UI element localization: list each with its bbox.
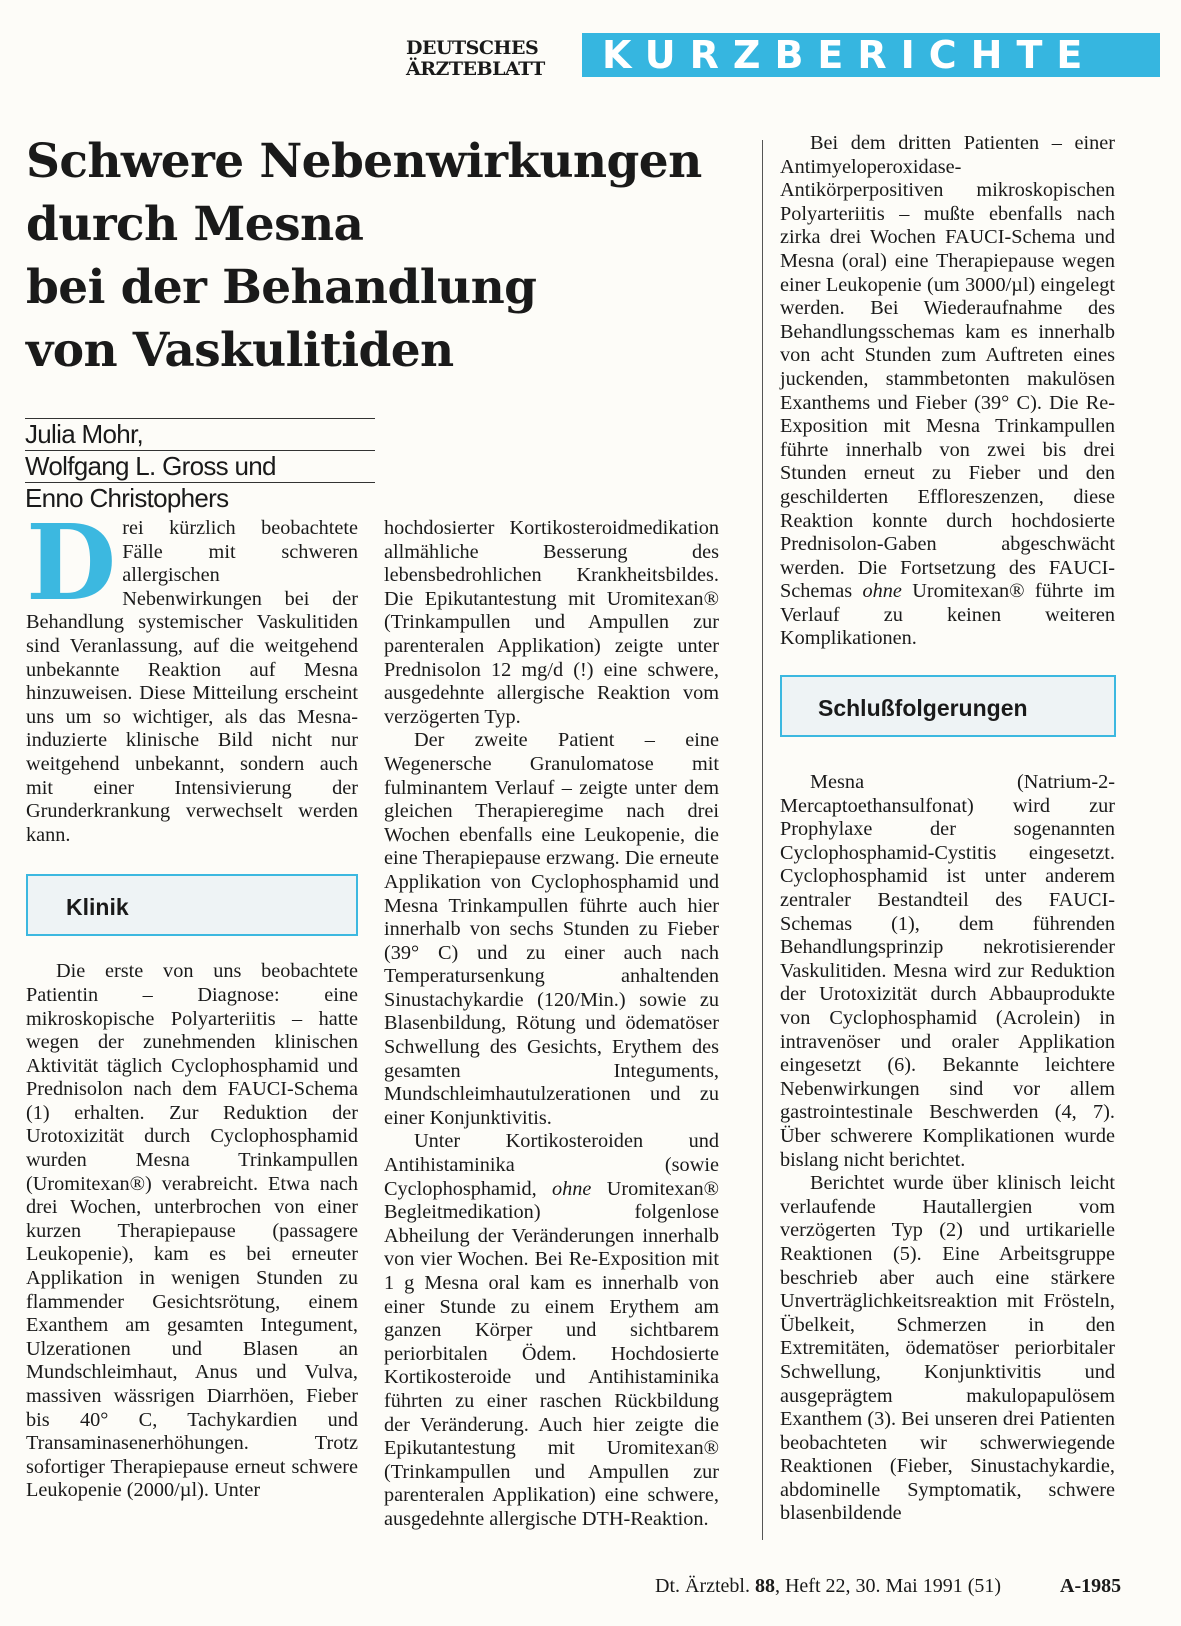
column-3 xyxy=(780,132,1115,1525)
section-banner: KURZBERICHTE xyxy=(582,33,1160,77)
title-line: bei der Behandlung xyxy=(26,260,537,315)
klinik-paragraph-1-continued: hochdosierter Kortikosteroidmedikation allmähliche Besserung des lebensbedrohlichen Krankheitsbildes. Die Epikutantestung mit Uromitexan® (Trinkampullen und Ampullen zur parenteralen Applikation) zeigte unter Prednisolon 12 mg/d (!) eine schwere, ausgedehnte allergische Reaktion vom verzögerten Typ. xyxy=(384,517,719,728)
klinik-paragraph-4-emphasis: ohne xyxy=(862,580,902,603)
column-divider xyxy=(762,140,763,1540)
klinik-paragraph-3 xyxy=(384,1130,719,1531)
title-line: Schwere Nebenwirkungen xyxy=(26,134,702,189)
klinik-paragraph-2-text: Der zweite Patient – eine Wegenersche Granulomatose mit fulminantem Verlauf – zeigte unter dem gleichen Therapieregime nach drei Wochen ebenfalls eine Leukopenie, die eine Therapiepause erzwang. Die erneute Applikation von Cyclophosphamid und Mesna Trinkampullen führte auch hier innerhalb von sechs Stunden zu Fieber (39° C) und zu einer auch nach Temperatursenkung anhaltenden Sinustachykardie (120/Min.) sowie zu Blasenbildung, Rötung und ödematöser Schwellung des Gesichts, Erythem des gesamten Integuments, Mundschleimhautulzerationen und zu einer Konjunktivitis. xyxy=(384,729,719,1129)
klinik-paragraph-1-text: Die erste von uns beobachtete Patientin – Diagnose: eine mikroskopische Polyarteriitis – hatte wegen der zunehmenden klinischen Aktivität täglich Cyclophosphamid und Prednisolon nach dem FAUCI-Schema (1) erhalten. Zur Reduktion der Urotoxizität durch Cyclophosphamid wurden Mesna Trinkampullen (Uromitexan®) verabreicht. Etwa nach drei Wochen, unterbrochen von einer kurzen Therapiepause (passagere Leukopenie), kam es bei erneuter Applikation in wenigen Stunden zu flammender Gesichtsrötung, einem Exanthem am gesamten Integument, Ulzerationen und Blasen an Mundschleimhaut, Anus und Vulva, massiven wässrigen Diarrhöen, Fieber bis 40° C, Tachykardien und Transaminasenerhöhungen. Trotz sofortiger Therapiepause erneut schwere Leukopenie (2000/µl). Unter xyxy=(26,960,358,1502)
author: Wolfgang L. Gross und xyxy=(25,450,375,482)
title-line: durch Mesna xyxy=(26,197,364,252)
column-1 xyxy=(26,501,358,1513)
masthead-line-2: ÄRZTEBLATT xyxy=(406,58,545,80)
intro-text: rei kürzlich beobachtete Fälle mit schweren allergischen Nebenwirkungen bei der Behandlung systemischer Vaskulitiden sind Veranlassung, auf die weitgehend unbekannte Reaktion auf Mesna hinzuweisen. Diese Mitteilung erscheint uns um so wichtiger, als das Mesna-induzierte klinische Bild nicht nur weitgehend unbekannt, sondern auch mit einer Intensivierung der Grunderkrankung verwechselt werden kann. xyxy=(26,517,358,846)
klinik-paragraph-4 xyxy=(780,132,1115,651)
klinik-paragraph-3-text-b: Uromitexan® Begleitmedikation) folgenlose Abheilung der Veränderungen innerhalb von vier Wochen. Bei Re-Exposition mit 1 g Mesna oral kam es innerhalb von einer Stunde zu einem Erythem am ganzen Körper und sichtbarem periorbitalen Ödem. Hochdosierte Kortikosteroide und Antihistaminika führten zu einer raschen Rückbildung der Veränderung. Auch hier zeigte die Epikutantestung mit Uromitexan® (Trinkampullen und Ampullen zur parenteralen Applikation) eine schwere, ausgedehnte allergische DTH-Reaktion. xyxy=(384,1177,719,1530)
intro-paragraph xyxy=(26,501,358,847)
masthead-line-1: DEUTSCHES xyxy=(406,37,539,59)
klinik-paragraph-3-text-a: Unter Kortikosteroiden und Antihistaminika (sowie Cyclophosphamid, xyxy=(384,1130,719,1200)
author-list xyxy=(25,418,375,514)
journal-masthead xyxy=(406,38,576,80)
footer-journal: Dt. Ärztebl. xyxy=(655,1575,750,1597)
klinik-paragraph-4-text-a: Bei dem dritten Patienten – einer Antimyeloperoxidase-Antikörperpositiven mikroskopischen Polyarteriitis – mußte ebenfalls nach zirka drei Wochen FAUCI-Schema und Mesna (oral) eine Therapiepause wegen einer Leukopenie (um 3000/µl) eingelegt werden. Bei Wiederaufnahme des Behandlungsschemas kam es innerhalb von acht Stunden zum Auftreten eines juckenden, stammbetonten makulösen Exanthems und Fieber (39° C). Die Re-Exposition mit Mesna Trinkampullen führte innerhalb von zwei bis drei Stunden erneut zu Fieber und den geschilderten Effloreszenzen, diese Reaktion konnte durch hochdosierte Prednisolon-Gaben abgeschwächt werden. Die Fortsetzung des FAUCI-Schemas xyxy=(780,132,1115,603)
klinik-paragraph-3-emphasis: ohne xyxy=(551,1177,592,1200)
conclusion-paragraph-2-text: Berichtet wurde über klinisch leicht verlaufende Hautallergien vom verzögerten Typ (2) und urtikarielle Reaktionen (5). Eine Arbeitsgruppe beschrieb aber auch eine stärkere Unverträglichkeitsreaktion mit Frösteln, Übelkeit, Schmerzen in den Extremitäten, ödematöser periorbitaler Schwellung, Konjunktivitis und ausgeprägtem makulopapulösem Exanthem (3). Bei unseren drei Patienten beobachteten wir schwerwiegende Reaktionen (Fieber, Sinustachykardie, abdominelle Symptomatik, schwere blasenbildende xyxy=(780,1172,1115,1525)
footer-issue: , Heft 22, 30. Mai 1991 (51) xyxy=(774,1575,1002,1597)
title-line: von Vaskulitiden xyxy=(26,323,454,378)
footer-volume: 88 xyxy=(754,1575,775,1597)
conclusion-paragraph-2 xyxy=(780,1172,1115,1526)
conclusion-paragraph-1 xyxy=(780,771,1115,1172)
section-heading-klinik: Klinik xyxy=(26,874,358,936)
klinik-paragraph-1-continuation xyxy=(384,517,719,729)
article-title xyxy=(26,130,746,382)
section-heading-conclusions: Schlußfolgerungen xyxy=(780,675,1116,737)
author: Enno Christophers xyxy=(25,482,375,514)
author: Julia Mohr, xyxy=(25,418,375,450)
klinik-paragraph-1 xyxy=(26,960,358,1513)
conclusion-paragraph-1-text: Mesna (Natrium-2-Mercaptoethansulfonat) wird zur Prophylaxe der sogenannten Cyclophosphamid-Cystitis eingesetzt. Cyclophosphamid ist unter anderem zentraler Bestandteil des FAUCI-Schemas (1), dem führenden Behandlungsprinzip nekrotisierender Vaskulitiden. Mesna wird zur Reduktion der Urotoxizität durch Abbauprodukte von Cyclophosphamid (Acrolein) in intravenöser und oraler Applikation eingesetzt (6). Bekannte leichtere Nebenwirkungen sind vor allem gastrointestinale Beschwerden (4, 7). Über schwerere Komplikationen wurde bislang nicht berichtet. xyxy=(780,771,1115,1171)
klinik-paragraph-4-text-b: Uromitexan® führte im Verlauf zu keinen weiteren Komplikationen. xyxy=(780,580,1115,650)
drop-cap: D xyxy=(26,501,117,624)
column-2 xyxy=(384,517,719,1530)
klinik-paragraph-2 xyxy=(384,729,719,1130)
page-number: A-1985 xyxy=(1060,1575,1122,1597)
